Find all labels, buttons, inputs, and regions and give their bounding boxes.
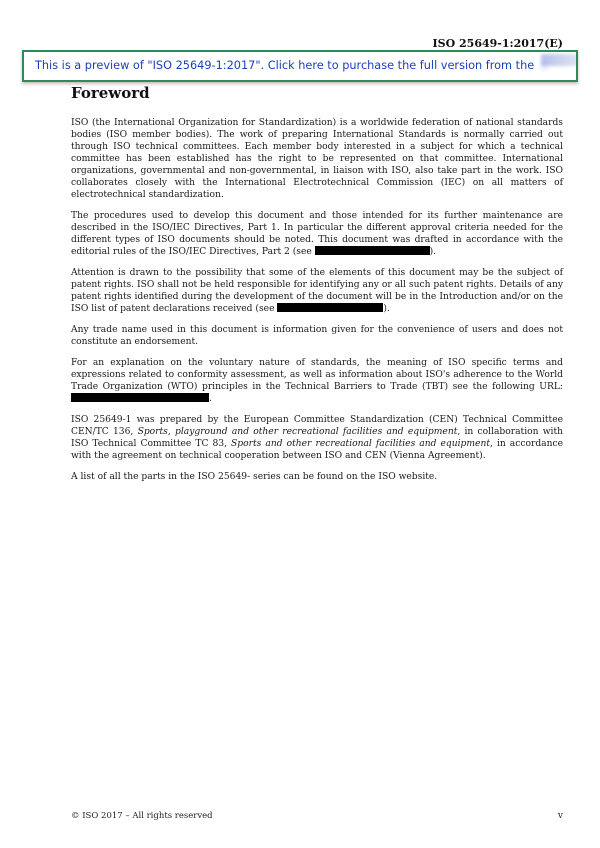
paragraph-patents: Attention is drawn to the possibility that some of the elements of this document may be the subject of patent rights. ISO shall not be held responsible for identifying any or all such patent rights. Details of any patent rights identified during the development of the document will be in the Introduction and/or on the ISO list of patent declarations received (see ). [71, 268, 563, 314]
paragraph-trade-names: Any trade name used in this document is information given for the convenience of users and does not constitute an endorsement. [71, 325, 563, 347]
paragraph-preparation: ISO 25649-1 was prepared by the European Committee Standardization (CEN) Technical Committee CEN/TC 136, Sports, playground and other recreational facilities and equipment, in collaboration with ISO Technical Committee TC 83, Sports and other recreational facilities and equipment, in accordance with the agreement on technical cooperation between ISO and CEN (Vienna Agreement). [71, 415, 563, 461]
redaction-bar [277, 303, 383, 312]
redacted-link-directives[interactable] [315, 247, 430, 257]
paragraph-iso-intro: ISO (the International Organization for Standardization) is a worldwide federation of national standards bodies (ISO member bodies). The work of preparing International Standards is normally carried out through ISO technical committees. Each member body interested in a subject for which a technical committee has been established has the right to be represented on that committee. International organizations, governmental and non-governmental, in liaison with ISO, also take part in the work. ISO collaborates closely with the International Electrotechnical Commission (IEC) on all matters of electrotechnical standardization. [71, 118, 563, 200]
banner-text[interactable]: This is a preview of "ISO 25649-1:2017". Click here to purchase the full version from the [35, 59, 538, 72]
purchase-preview-banner[interactable] [22, 50, 578, 82]
banner-blurred-text: A [541, 54, 578, 66]
copyright-notice: © ISO 2017 – All rights reserved [71, 811, 213, 821]
redacted-link-foreword[interactable] [71, 394, 209, 404]
paragraph-parts-list: A list of all the parts in the ISO 25649- series can be found on the ISO website. [71, 472, 438, 482]
paragraph-voluntary-nature: For an explanation on the voluntary nature of standards, the meaning of ISO specific terms and expressions related to conformity assessment, as well as information about ISO's adherence to the World Trade Organization (WTO) principles in the Technical Barriers to Trade (TBT) see the following URL: . [71, 358, 563, 404]
redacted-link-patents[interactable] [277, 304, 383, 314]
foreword-body [71, 117, 563, 492]
redaction-bar [71, 393, 209, 402]
document-id: ISO 25649-1:2017(E) [432, 37, 563, 50]
redaction-bar [315, 246, 430, 255]
page-number: v [557, 811, 563, 821]
paragraph-procedures: The procedures used to develop this document and those intended for its further maintenance are described in the ISO/IEC Directives, Part 1. In particular the different approval criteria needed for the different types of ISO documents should be noted. This document was drafted in accordance with the editorial rules of the ISO/IEC Directives, Part 2 (see ). [71, 211, 563, 257]
page-title: Foreword [71, 84, 150, 102]
